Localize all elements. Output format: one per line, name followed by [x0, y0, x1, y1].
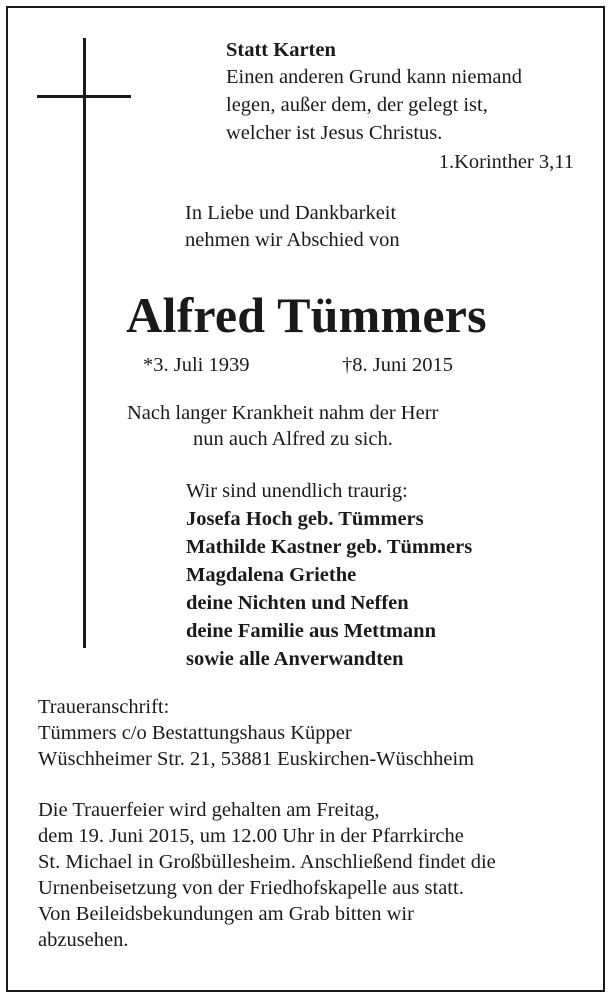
birth-date: *3. Juli 1939 [143, 354, 250, 376]
mourner-name: Josefa Hoch geb. Tümmers [186, 508, 424, 530]
service-line: St. Michael in Großbüllesheim. Anschließend findet die [38, 851, 496, 873]
message-line: nun auch Alfred zu sich. [193, 428, 393, 450]
cross-vertical-bar [83, 38, 86, 648]
verse-reference: 1.Korinther 3,11 [438, 151, 574, 173]
message-line: Nach langer Krankheit nahm der Herr [127, 402, 439, 424]
intro-line: In Liebe und Dankbarkeit [185, 202, 397, 224]
service-line: dem 19. Juni 2015, um 12.00 Uhr in der Pfarrkirche [38, 825, 464, 847]
service-line: Die Trauerfeier wird gehalten am Freitag, [38, 799, 380, 821]
verse-line: legen, außer dem, der gelegt ist, [226, 94, 488, 116]
mourner-name: deine Nichten und Neffen [186, 592, 409, 614]
mourner-name: Magdalena Griethe [186, 564, 357, 586]
verse-line: welcher ist Jesus Christus. [226, 122, 443, 144]
address-line: Tümmers c/o Bestattungshaus Küpper [38, 722, 352, 744]
address-line: Wüschheimer Str. 21, 53881 Euskirchen-Wüschheim [38, 748, 475, 770]
service-block [38, 797, 496, 953]
intro-line: nehmen wir Abschied von [185, 229, 400, 251]
deceased-name: Alfred Tümmers [126, 287, 487, 343]
cross-horizontal-bar [37, 95, 131, 98]
service-line: abzusehen. [38, 929, 129, 951]
death-date: †8. Juni 2015 [342, 354, 454, 376]
address-block [38, 694, 474, 772]
service-line: Urnenbeisetzung von der Friedhofskapelle aus statt. [38, 877, 464, 899]
mourner-name: sowie alle Anverwandten [186, 648, 404, 670]
address-label: Traueranschrift: [38, 696, 170, 718]
mourner-name: Mathilde Kastner geb. Tümmers [186, 536, 473, 558]
notice-heading: Statt Karten [226, 39, 336, 61]
service-line: Von Beileidsbekundungen am Grab bitten wir [38, 903, 414, 925]
verse-line: Einen anderen Grund kann niemand [226, 66, 523, 88]
mourner-name: deine Familie aus Mettmann [186, 620, 436, 642]
mourners-intro: Wir sind unendlich traurig: [186, 480, 408, 502]
